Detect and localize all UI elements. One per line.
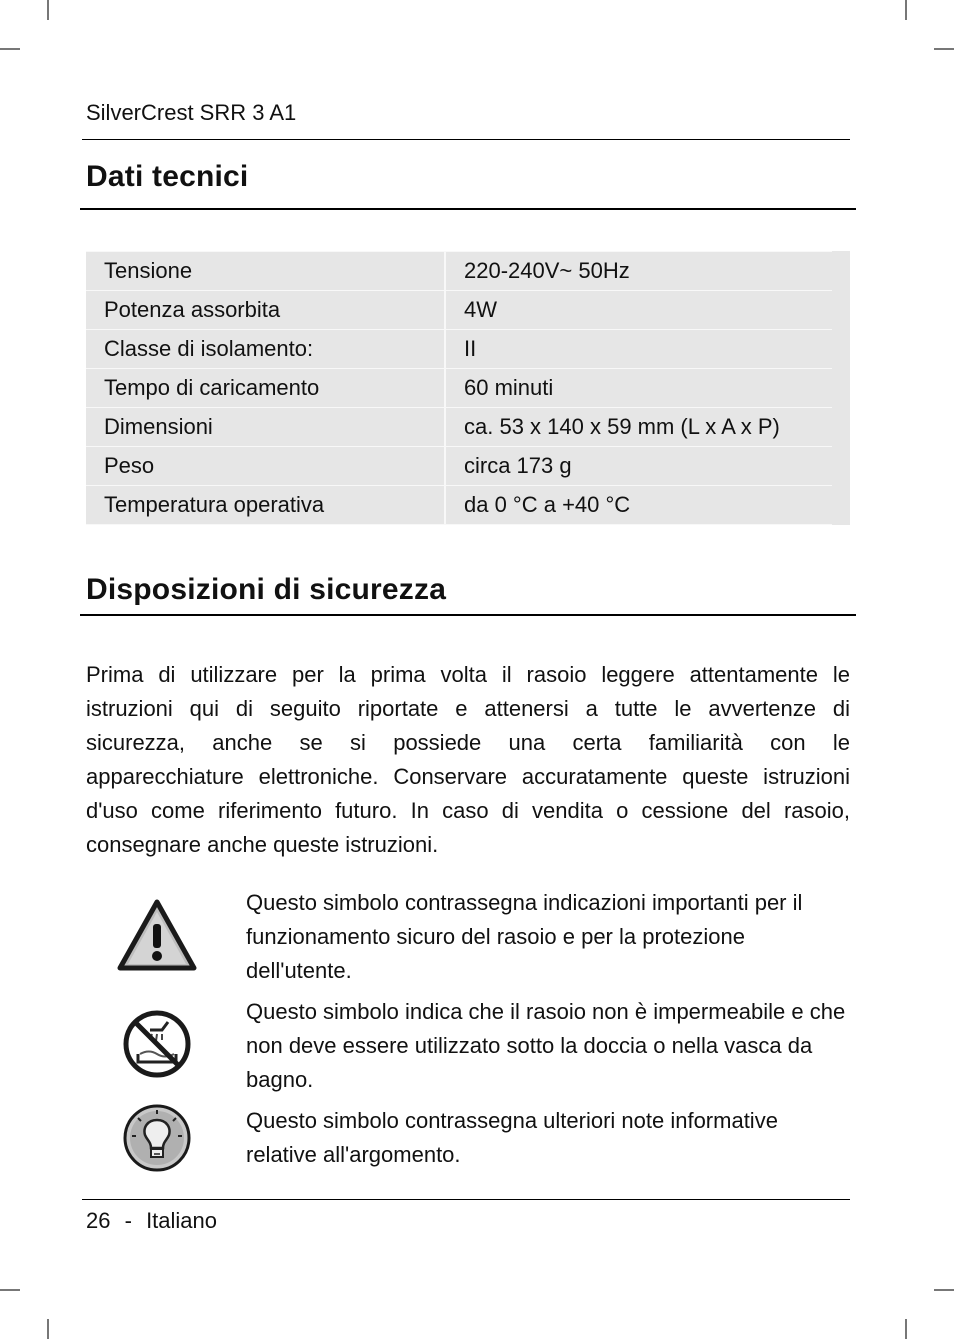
table-row [86, 252, 841, 291]
spec-value: 220-240V~ 50Hz [445, 252, 841, 291]
footer-separator: - [124, 1208, 132, 1233]
page-footer [86, 1208, 217, 1234]
symbol-description: Questo simbolo contrassegna indicazioni importanti per il funzionamento sicuro del rasoio e per la protezione dell'utente. [246, 890, 803, 983]
header-rule [82, 139, 850, 140]
warning-triangle-icon [116, 898, 198, 977]
spec-label: Classe di isolamento: [86, 330, 445, 369]
paragraph-line: sicurezza, anche se si possiede una certa familiarità con le [86, 730, 850, 755]
page-number: 26 [86, 1208, 111, 1233]
table-row [86, 408, 841, 447]
crop-mark [934, 1289, 954, 1291]
table-row [86, 447, 841, 486]
table-row [86, 369, 841, 408]
paragraph-line: Prima di utilizzare per la prima volta il rasoio leggere attentamente le [86, 662, 850, 687]
spec-label: Temperatura operativa [86, 486, 445, 525]
safety-intro-paragraph [86, 658, 850, 862]
crop-mark [47, 0, 49, 20]
spec-value: ca. 53 x 140 x 59 mm (L x A x P) [445, 408, 841, 447]
paragraph-line: apparecchiature elettroniche. Conservare accuratamente queste istruzioni [86, 764, 850, 789]
spec-label: Dimensioni [86, 408, 445, 447]
spec-label: Tempo di caricamento [86, 369, 445, 408]
spec-label: Potenza assorbita [86, 291, 445, 330]
spec-label: Peso [86, 447, 445, 486]
lightbulb-info-icon [116, 1102, 198, 1179]
crop-mark [905, 1319, 907, 1339]
spec-value: 4W [445, 291, 841, 330]
symbol-description: Questo simbolo contrassegna ulteriori note informative relative all'argomento. [246, 1108, 778, 1167]
crop-mark [47, 1319, 49, 1339]
document-header: SilverCrest SRR 3 A1 [86, 100, 297, 125]
spec-value: II [445, 330, 841, 369]
symbol-description: Questo simbolo indica che il rasoio non è impermeabile e che non deve essere utilizzato sotto la doccia o nella vasca da bagno. [246, 999, 846, 1092]
section-rule [80, 208, 856, 210]
no-water-icon [116, 1008, 198, 1085]
crop-mark [905, 0, 907, 20]
crop-mark [934, 48, 954, 50]
table-row [86, 330, 841, 369]
spec-value: da 0 °C a +40 °C [445, 486, 841, 525]
spec-value: circa 173 g [445, 447, 841, 486]
paragraph-line: d'uso come riferimento futuro. In caso di vendita o cessione del rasoio, [86, 798, 850, 823]
footer-rule [82, 1199, 850, 1200]
paragraph-line: consegnare anche queste istruzioni. [86, 832, 439, 857]
spec-value: 60 minuti [445, 369, 841, 408]
section-title-technical: Dati tecnici [86, 160, 249, 193]
section-rule [80, 614, 856, 616]
paragraph-line: istruzioni qui di seguito riportate e attenersi a tutte le avvertenze di [86, 696, 850, 721]
table-row [86, 291, 841, 330]
spec-label: Tensione [86, 252, 445, 291]
table-row [86, 486, 841, 525]
crop-mark [0, 48, 20, 50]
crop-mark [0, 1289, 20, 1291]
section-title-safety: Disposizioni di sicurezza [86, 573, 447, 606]
footer-language: Italiano [146, 1208, 218, 1233]
technical-specs-table [86, 251, 850, 525]
